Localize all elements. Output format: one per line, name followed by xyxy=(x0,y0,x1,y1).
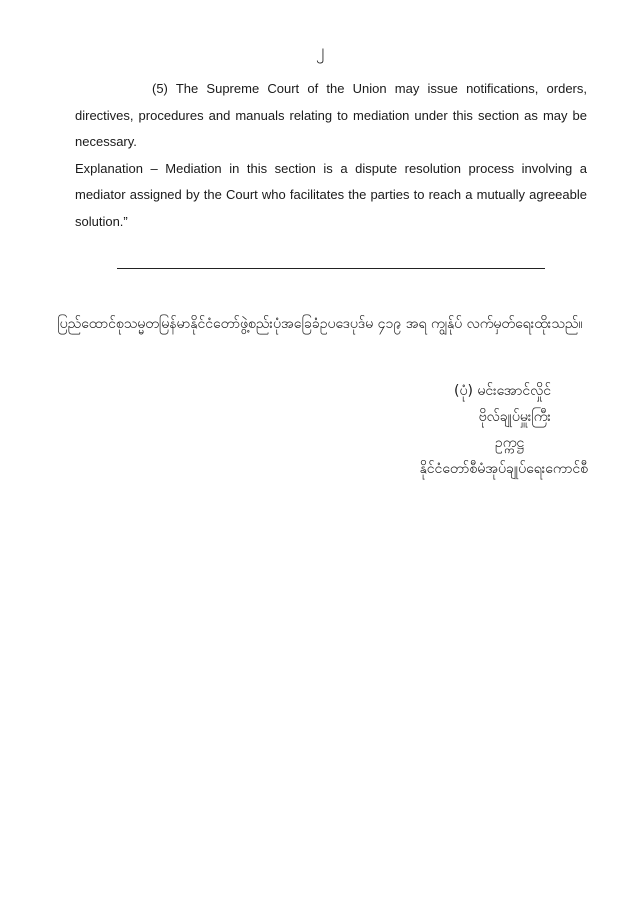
signatory-rank: ဗိုလ်ချုပ်မှူးကြီး xyxy=(478,409,551,425)
enactment-statement: ပြည်ထောင်စုသမ္မတမြန်မာနိုင်ငံတော်ဖွဲ့စည်းပုံအခြေခံဥပဒေပုဒ်မ ၄၁၉ အရ ကျွန်ုပ် လက်မှတ်ရေးထိုးသည်။ xyxy=(57,316,583,332)
paragraph-5: (5) The Supreme Court of the Union may issue notifications, orders, directives, procedures and manuals relating to mediation under this section as may be necessary. xyxy=(75,81,587,149)
signatory-name: (ပုံ) မင်းအောင်လှိုင် xyxy=(454,383,551,399)
section-divider xyxy=(117,268,545,269)
signatory-organization: နိုင်ငံတော်စီမံအုပ်ချုပ်ရေးကောင်စီ xyxy=(419,461,588,477)
document-body xyxy=(75,76,587,235)
signature-block xyxy=(328,378,588,482)
signatory-title: ဥက္ကဋ္ဌ xyxy=(494,435,524,451)
page-number: ၂ xyxy=(315,41,325,61)
explanation-paragraph: Explanation – Mediation in this section is a dispute resolution process involving a mediator assigned by the Court who facilitates the parties to reach a mutually agreeable solution.” xyxy=(75,160,587,229)
